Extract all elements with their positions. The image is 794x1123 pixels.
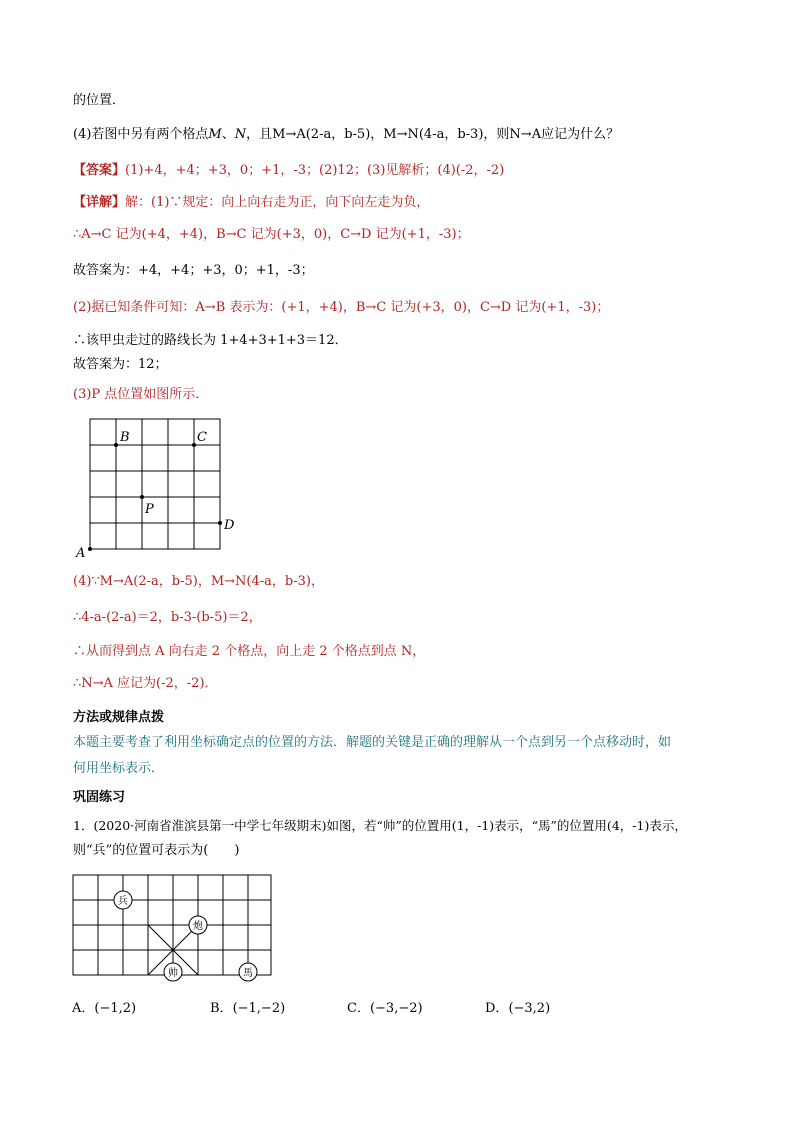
option-a[interactable]: A．(−1,2) <box>72 1001 137 1016</box>
method-title: 方法或规律点拨 <box>73 710 165 725</box>
problem-1-line-1: 1．(2020·河南省淮滨县第一中学七年级期末)如图，若“帅”的位置用(1，-1)表示，“馬”的位置用(4，-1)表示， <box>73 818 687 833</box>
solution-2b: ∴该甲虫走过的路线长为 1+4+3+1+3＝12． <box>73 333 348 348</box>
solution-1: ∴A→C 记为(+4，+4)，B→C 记为(+3，0)，C→D 记为(+1，-3)； <box>73 227 470 242</box>
grid-figure-1 <box>72 414 252 564</box>
method-text-1: 本题主要考查了利用坐标确定点的位置的方法．解题的关键是正确的理解从一个点到另一个点移动时，如 <box>73 735 672 750</box>
solution-2: (2)据已知条件可知：A→B 表示为：(+1，+4)，B→C 记为(+3，0)，C→D 记为(+1，-3)； <box>73 300 610 315</box>
detail-line: 【详解】解：(1)∵规定：向上向右走为正，向下向左走为负， <box>73 195 430 210</box>
point-c-label: C <box>197 430 207 445</box>
point-p-label: P <box>145 502 154 517</box>
option-d[interactable]: D．(−3,2) <box>485 1001 551 1016</box>
chessboard-figure <box>70 870 275 985</box>
solution-4a: (4)∵M→A(2-a，b-5)，M→N(4-a，b-3)， <box>73 574 324 589</box>
answer-2: 故答案为：12； <box>73 357 168 372</box>
answer-1: 故答案为：+4，+4；+3，0；+1，-3； <box>73 263 314 278</box>
method-text-2: 何用坐标表示． <box>73 761 165 776</box>
solution-4c: ∴从而得到点 A 向右走 2 个格点，向上走 2 个格点到点 N， <box>73 644 426 659</box>
option-b[interactable]: B．(−1,−2) <box>210 1001 286 1016</box>
point-b-label: B <box>120 430 130 445</box>
piece-ma: 馬 <box>243 968 253 979</box>
piece-pao: 炮 <box>193 921 203 932</box>
option-c[interactable]: C．(−3,−2) <box>347 1001 423 1016</box>
text-line: 的位置． <box>73 93 126 108</box>
solution-4d: ∴N→A 应记为(-2，-2)． <box>73 676 218 691</box>
piece-bing: 兵 <box>118 896 128 907</box>
point-d-label: D <box>224 518 235 533</box>
practice-title: 巩固练习 <box>73 790 126 805</box>
solution-4b: ∴4-a-(2-a)＝2，b-3-(b-5)＝2， <box>73 610 262 625</box>
answer-line: 【答案】(1)+4，+4；+3，0；+1，-3；(2)12；(3)见解析；(4)(-2，-2) <box>73 163 505 178</box>
point-a-label: A <box>76 546 86 561</box>
piece-shuai: 帅 <box>168 968 178 979</box>
solution-3: (3)P 点位置如图所示． <box>73 387 209 402</box>
problem-1-line-2: 则“兵”的位置可表示为( ) <box>73 843 240 858</box>
question-4: (4)若图中另有两个格点M、N，且M→A(2-a，b-5)，M→N(4-a，b-3)，则N→A应记为什么？ <box>73 127 620 142</box>
